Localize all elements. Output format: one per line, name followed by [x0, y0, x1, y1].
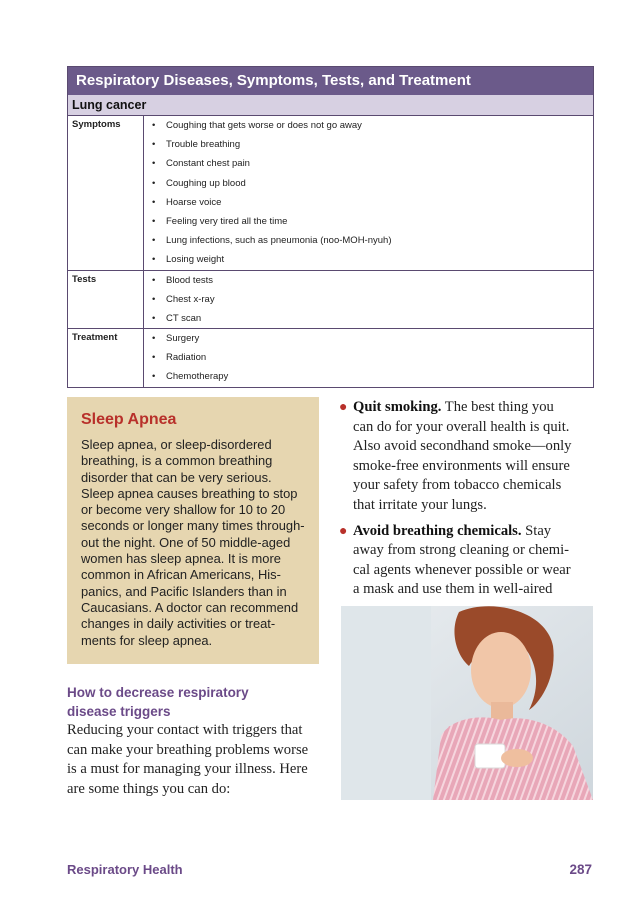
- row-label: Tests: [68, 271, 144, 329]
- disease-table: [67, 66, 594, 388]
- sleep-apnea-sidebar: [67, 397, 319, 664]
- table-row-tests: [68, 271, 593, 330]
- sidebar-title: Sleep Apnea: [81, 411, 177, 428]
- footer-section-title: Respiratory Health: [67, 862, 183, 877]
- page-number: 287: [569, 862, 592, 877]
- tips-list: [339, 398, 593, 606]
- table-subtitle: Lung cancer: [68, 95, 593, 116]
- list-item: • Blood tests: [152, 274, 213, 286]
- list-item: • Losing weight: [152, 254, 225, 266]
- section-body: Reducing your contact with triggers that can make your breathing problems worse is a must for managing your illness. Here are some things you can do:: [67, 722, 309, 797]
- table-row-treatment: [68, 329, 593, 387]
- list-item: ● Avoid breathing chemicals. Stay away from strong cleaning or chemi- cal agents whenever possible or wear a mask and use them in well-aired: [339, 522, 593, 600]
- woman-photo: [341, 606, 593, 800]
- table-title: Respiratory Diseases, Symptoms, Tests, and Treatment: [68, 66, 593, 95]
- list-item: • Feeling very tired all the time: [152, 215, 288, 227]
- sidebar-body: Sleep apnea, or sleep-disordered breathing, is a common breathing disorder that can be very serious. Sleep apnea causes breathing to stop or become very shallow for 10 to 20 seconds or longer many times through- out the night. One of 50 middle-aged women has sleep apnea. It is more common in African Americans, His- panics, and Pacific Islanders than in Caucasians. A doctor can recommend changes in daily activities or treat- ments for sleep apnea.: [81, 437, 305, 648]
- list-item: • Chemotherapy: [152, 371, 229, 383]
- list-item: • Chest x-ray: [152, 293, 215, 305]
- list-item: • Constant chest pain: [152, 158, 250, 170]
- list-item: • Trouble breathing: [152, 139, 241, 151]
- row-label: Treatment: [68, 329, 144, 387]
- bullet-icon: ●: [339, 523, 348, 539]
- list-item: • Hoarse voice: [152, 196, 222, 208]
- row-label: Symptoms: [68, 116, 144, 270]
- list-item: ● Quit smoking. The best thing you can do for your overall health is quit. Also avoid secondhand smoke—only smoke-free environments will ensure your safety from tobacco chemicals that irritate your lungs.: [339, 398, 593, 516]
- bullet-icon: ●: [339, 400, 348, 415]
- list-item: • Coughing up blood: [152, 177, 246, 189]
- table-row-symptoms: [68, 116, 593, 271]
- section-heading: How to decrease respiratory disease triggers: [67, 685, 249, 719]
- list-item: • Radiation: [152, 352, 207, 364]
- howto-section: [67, 683, 323, 799]
- list-item: • Coughing that gets worse or does not go away: [152, 120, 362, 131]
- list-item: • Surgery: [152, 333, 200, 345]
- list-item: • CT scan: [152, 312, 202, 324]
- list-item: • Lung infections, such as pneumonia (noo-MOH-nyuh): [152, 235, 392, 247]
